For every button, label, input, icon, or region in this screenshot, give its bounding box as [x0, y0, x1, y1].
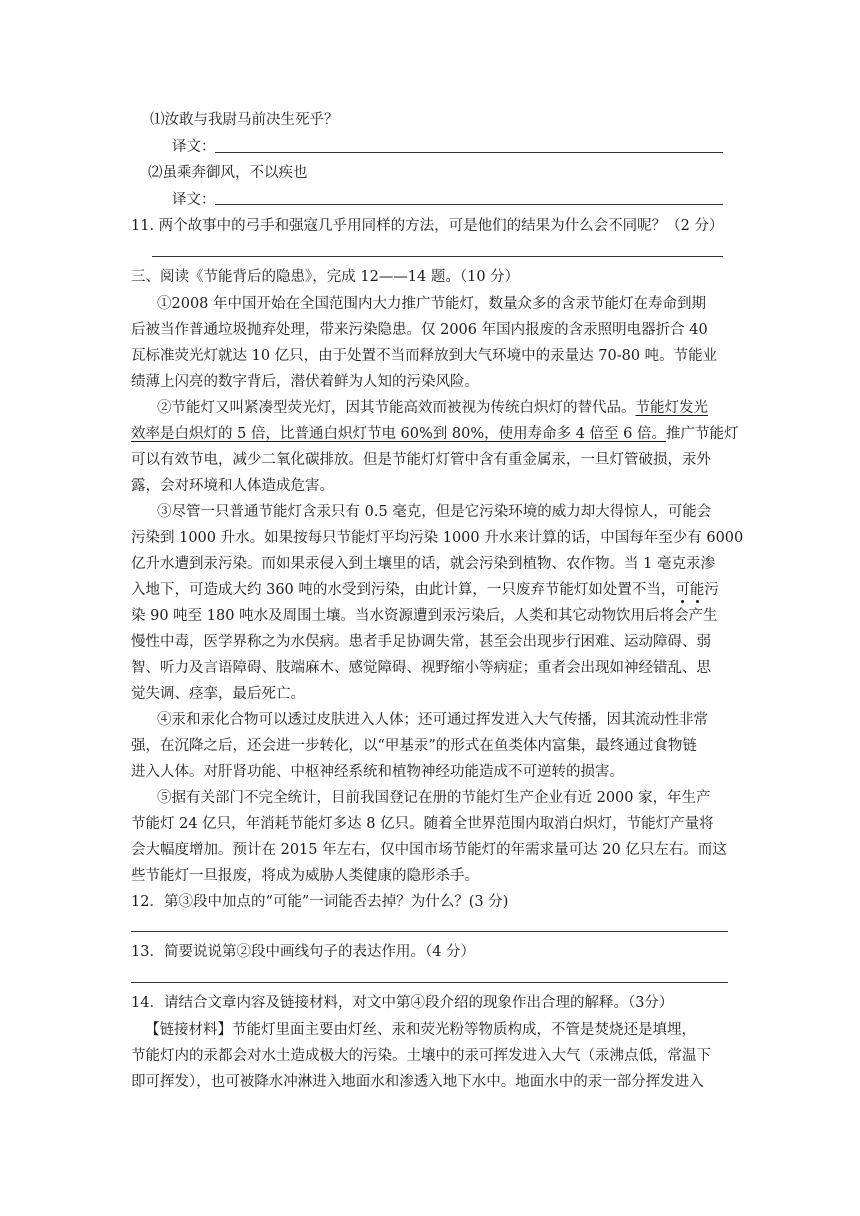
passage-p5-line: 些节能灯一旦报废，将成为威胁人类健康的隐形杀手。 [131, 868, 479, 884]
link-material-line: 节能灯内的汞都会对水土造成极大的污染。土壤中的汞可挥发进入大气（汞沸点低，常温下 [131, 1048, 711, 1064]
emphasis-dot-char: 能 [689, 582, 705, 598]
passage-p3-line: 智、听力及言语障碍、肢端麻木、感觉障碍、视野缩小等病症；重者会出现如神经错乱、思 [131, 660, 711, 676]
answer-line-2 [215, 204, 723, 205]
passage-p4-line: ④汞和汞化合物可以透过皮肤进入人体；还可通过挥发进入大气传播，因其流动性非常 [157, 712, 708, 728]
passage-p3-line: 慢性中毒，医学界称之为水俣病。患者手足协调失常，甚至会出现步行困难、运动障碍、弱 [131, 634, 711, 650]
passage-p5-line: 会大幅度增加。预计在 2015 年左右，仅中国市场节能灯的年需求量可达 20 亿只左右。而这 [131, 842, 727, 858]
passage-p2-line-2 [131, 424, 739, 444]
translation-label-1: 译文： [172, 139, 216, 155]
p3-plain-text: 污 [704, 582, 719, 598]
passage-p3-line: 觉失调、痉挛，最后死亡。 [131, 686, 305, 702]
question-14: 14．请结合文章内容及链接材料，对文中第④段介绍的现象作出合理的解释。（3分） [131, 995, 674, 1011]
question-11: 11. 两个故事中的弓手和强寇几乎用同样的方法，可是他们的结果为什么会不同呢？（2 分） [131, 218, 724, 234]
passage-p3-line: ③尽管一只普通节能灯含汞只有 0.5 毫克，但是它污染环境的威力却大得惊人，可能会 [157, 504, 712, 520]
emphasis-dot-char: 可 [675, 582, 690, 598]
p2-plain-text: 推广节能灯 [666, 426, 739, 442]
passage-p2-line-3: 可以有效节电，减少二氧化碳排放。但是节能灯灯管中含有重金属汞，一旦灯管破损，汞外 [131, 452, 711, 468]
passage-p2-line-1 [157, 398, 708, 418]
answer-line-q12 [131, 931, 728, 932]
p2-plain-text: ②节能灯又叫紧凑型荧光灯，因其节能高效而被视为传统白炽灯的替代品。 [157, 400, 636, 416]
link-material-line: 即可挥发），也可被降水冲淋进入地面水和渗透入地下水中。地面水中的汞一部分挥发进入 [131, 1074, 704, 1090]
question-13: 13．简要说说第②段中画线句子的表达作用。（4 分） [131, 944, 476, 960]
p2-underlined-sentence: 节能灯发光 [635, 400, 708, 416]
answer-line-q13 [131, 982, 728, 983]
passage-p1-line: 绩薄上闪亮的数字背后，潜伏着鲜为人知的污染风险。 [131, 374, 479, 390]
q10-item-2: ⑵虽乘奔御风，不以疾也 [148, 165, 308, 181]
passage-p4-line: 进入人体。对肝肾功能、中枢神经系统和植物神经功能造成不可逆转的损害。 [131, 764, 624, 780]
question-12: 12．第③段中加点的“可能”一词能否去掉？为什么？(3 分) [131, 894, 509, 910]
link-material-line: 【链接材料】节能灯里面主要由灯丝、汞和荧光粉等物质构成，不管是焚烧还是填埋， [145, 1022, 696, 1038]
p3-plain-text: 入地下，可造成大约 360 吨的水受到污染，由此计算，一只废弃节能灯如处置不当， [131, 582, 676, 598]
passage-p3-line: 亿升水遭到汞污染。而如果汞侵入到土壤里的话，就会污染到植物、农作物。当 1 毫克汞渗 [131, 556, 715, 572]
passage-p3-line: 污染到 1000 升水。如果按每只节能灯平均污染 1000 升水来计算的话，中国每年至少有 6000 [131, 530, 744, 546]
passage-p3-line: 染 90 吨至 180 吨水及周围土壤。当水资源遭到汞污染后，人类和其它动物饮用后将会产生 [131, 608, 718, 624]
answer-line-q11 [152, 256, 723, 257]
passage-p5-line: ⑤据有关部门不完全统计，目前我国登记在册的节能灯生产企业有近 2000 家，年生产 [157, 790, 711, 806]
translation-label-2: 译文： [172, 192, 216, 208]
answer-line-1 [215, 152, 723, 153]
passage-p2-line-4: 露，会对环境和人体造成危害。 [131, 478, 334, 494]
passage-p3-line-4 [131, 580, 719, 600]
q10-item-1: ⑴汝敢与我尉马前决生死乎？ [150, 112, 339, 128]
passage-p1-line: ①2008 年中国开始在全国范围内大力推广节能灯，数量众多的含汞节能灯在寿命到期 [157, 296, 707, 312]
passage-p1-line: 瓦标准荧光灯就达 10 亿只，由于处置不当而释放到大气环境中的汞量达 70-80 吨。节能业 [131, 348, 718, 364]
section-3-heading: 三、阅读《节能背后的隐患》，完成 12——14 题。（10 分） [131, 269, 520, 285]
passage-p1-line: 后被当作普通垃圾抛弃处理，带来污染隐患。仅 2006 年国内报废的含汞照明电器折合 40 [131, 322, 708, 338]
p2-underlined-sentence: 效率是白炽灯的 5 倍，比普通白炽灯节电 60%到 80%，使用寿命多 4 倍至 6 倍。 [131, 426, 667, 442]
passage-p5-line: 节能灯 24 亿只，年消耗节能灯多达 8 亿只。随着全世界范围内取消白炽灯，节能灯产量将 [131, 816, 714, 832]
passage-p4-line: 强，在沉降之后，还会进一步转化，以“甲基汞”的形式在鱼类体内富集，最终通过食物链 [131, 738, 697, 754]
